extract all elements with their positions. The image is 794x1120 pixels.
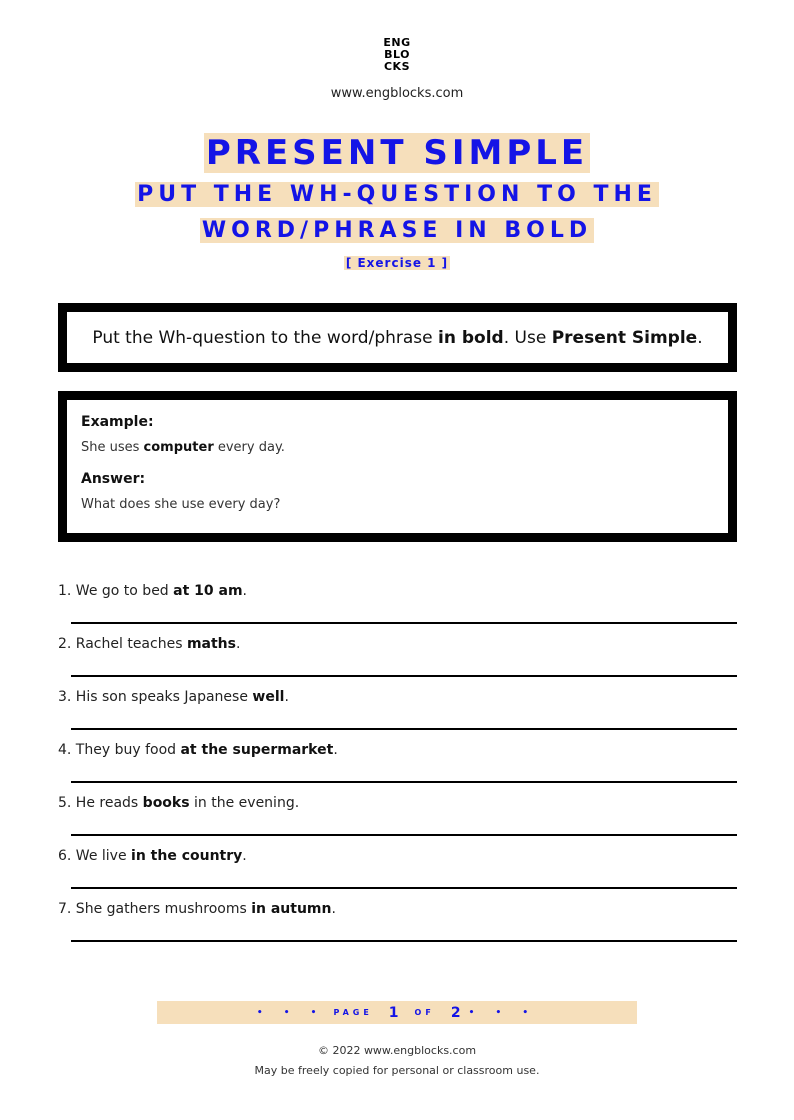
subtitle-text-1: PUT THE WH-QUESTION TO THE	[137, 182, 657, 207]
pager-dots-left: • • •	[256, 1007, 326, 1018]
question-text: 5. He reads books in the evening.	[58, 795, 300, 811]
subtitle-text-2: WORD/PHRASE IN BOLD	[201, 218, 593, 243]
answer-line[interactable]	[71, 675, 737, 677]
question-item	[58, 741, 737, 794]
license-text: May be freely copied for personal or classroom use.	[254, 1064, 540, 1077]
example-sentence-bold: computer	[143, 440, 214, 455]
question-item	[58, 900, 737, 953]
example-answer: What does she use every day?	[81, 497, 281, 512]
pager-total-pages: 2	[450, 1004, 461, 1021]
copyright-text: © 2022 www.engblocks.com	[317, 1044, 477, 1057]
instruction-bold: in bold	[438, 327, 504, 348]
question-item	[58, 847, 737, 900]
page-title	[0, 133, 794, 173]
example-sentence-part: every day.	[213, 440, 285, 455]
logo-line: CKS	[383, 60, 411, 73]
page-indicator	[157, 1001, 637, 1024]
subtitle-line-2	[0, 216, 794, 246]
pager-page-word: PAGE	[333, 1008, 373, 1017]
exercise-label-text: [ Exercise 1 ]	[345, 256, 449, 270]
answer-line[interactable]	[71, 834, 737, 836]
question-text: 4. They buy food at the supermarket.	[58, 742, 338, 758]
question-text: 2. Rachel teaches maths.	[58, 636, 241, 652]
example-sentence-part: She uses	[81, 440, 144, 455]
instruction-part: .	[697, 327, 703, 348]
pager-dots-right: • • •	[468, 1007, 538, 1018]
pager-current-page: 1	[388, 1004, 399, 1021]
example-box	[58, 391, 737, 542]
exercise-label	[0, 252, 794, 271]
instruction-part: . Use	[503, 327, 552, 348]
answer-line[interactable]	[71, 887, 737, 889]
question-text: 3. His son speaks Japanese well.	[58, 689, 289, 705]
instruction-box	[58, 303, 737, 372]
example-sentence	[81, 440, 714, 455]
subtitle-line-1	[0, 180, 794, 210]
answer-line[interactable]	[71, 622, 737, 624]
question-item	[58, 635, 737, 688]
logo-line: ENG	[383, 36, 411, 49]
question-item	[58, 688, 737, 741]
instruction-bold: Present Simple	[551, 327, 698, 348]
answer-line[interactable]	[71, 940, 737, 942]
question-text: 6. We live in the country.	[58, 848, 247, 864]
question-list	[58, 582, 737, 953]
answer-line[interactable]	[71, 728, 737, 730]
answer-label: Answer:	[81, 471, 146, 487]
instruction-part: Put the Wh-question to the word/phrase	[92, 327, 439, 348]
logo-line: BLO	[384, 48, 410, 61]
answer-line[interactable]	[71, 781, 737, 783]
instruction-text	[92, 328, 702, 348]
question-text: 7. She gathers mushrooms in autumn.	[58, 901, 336, 917]
example-label: Example:	[81, 414, 154, 430]
question-item	[58, 794, 737, 847]
pager-of-word: OF	[414, 1008, 435, 1017]
question-text: 1. We go to bed at 10 am.	[58, 583, 247, 599]
question-item	[58, 582, 737, 635]
engblocks-logo	[0, 37, 794, 73]
page-title-text: PRESENT SIMPLE	[205, 133, 589, 173]
site-url[interactable]: www.engblocks.com	[330, 86, 464, 101]
